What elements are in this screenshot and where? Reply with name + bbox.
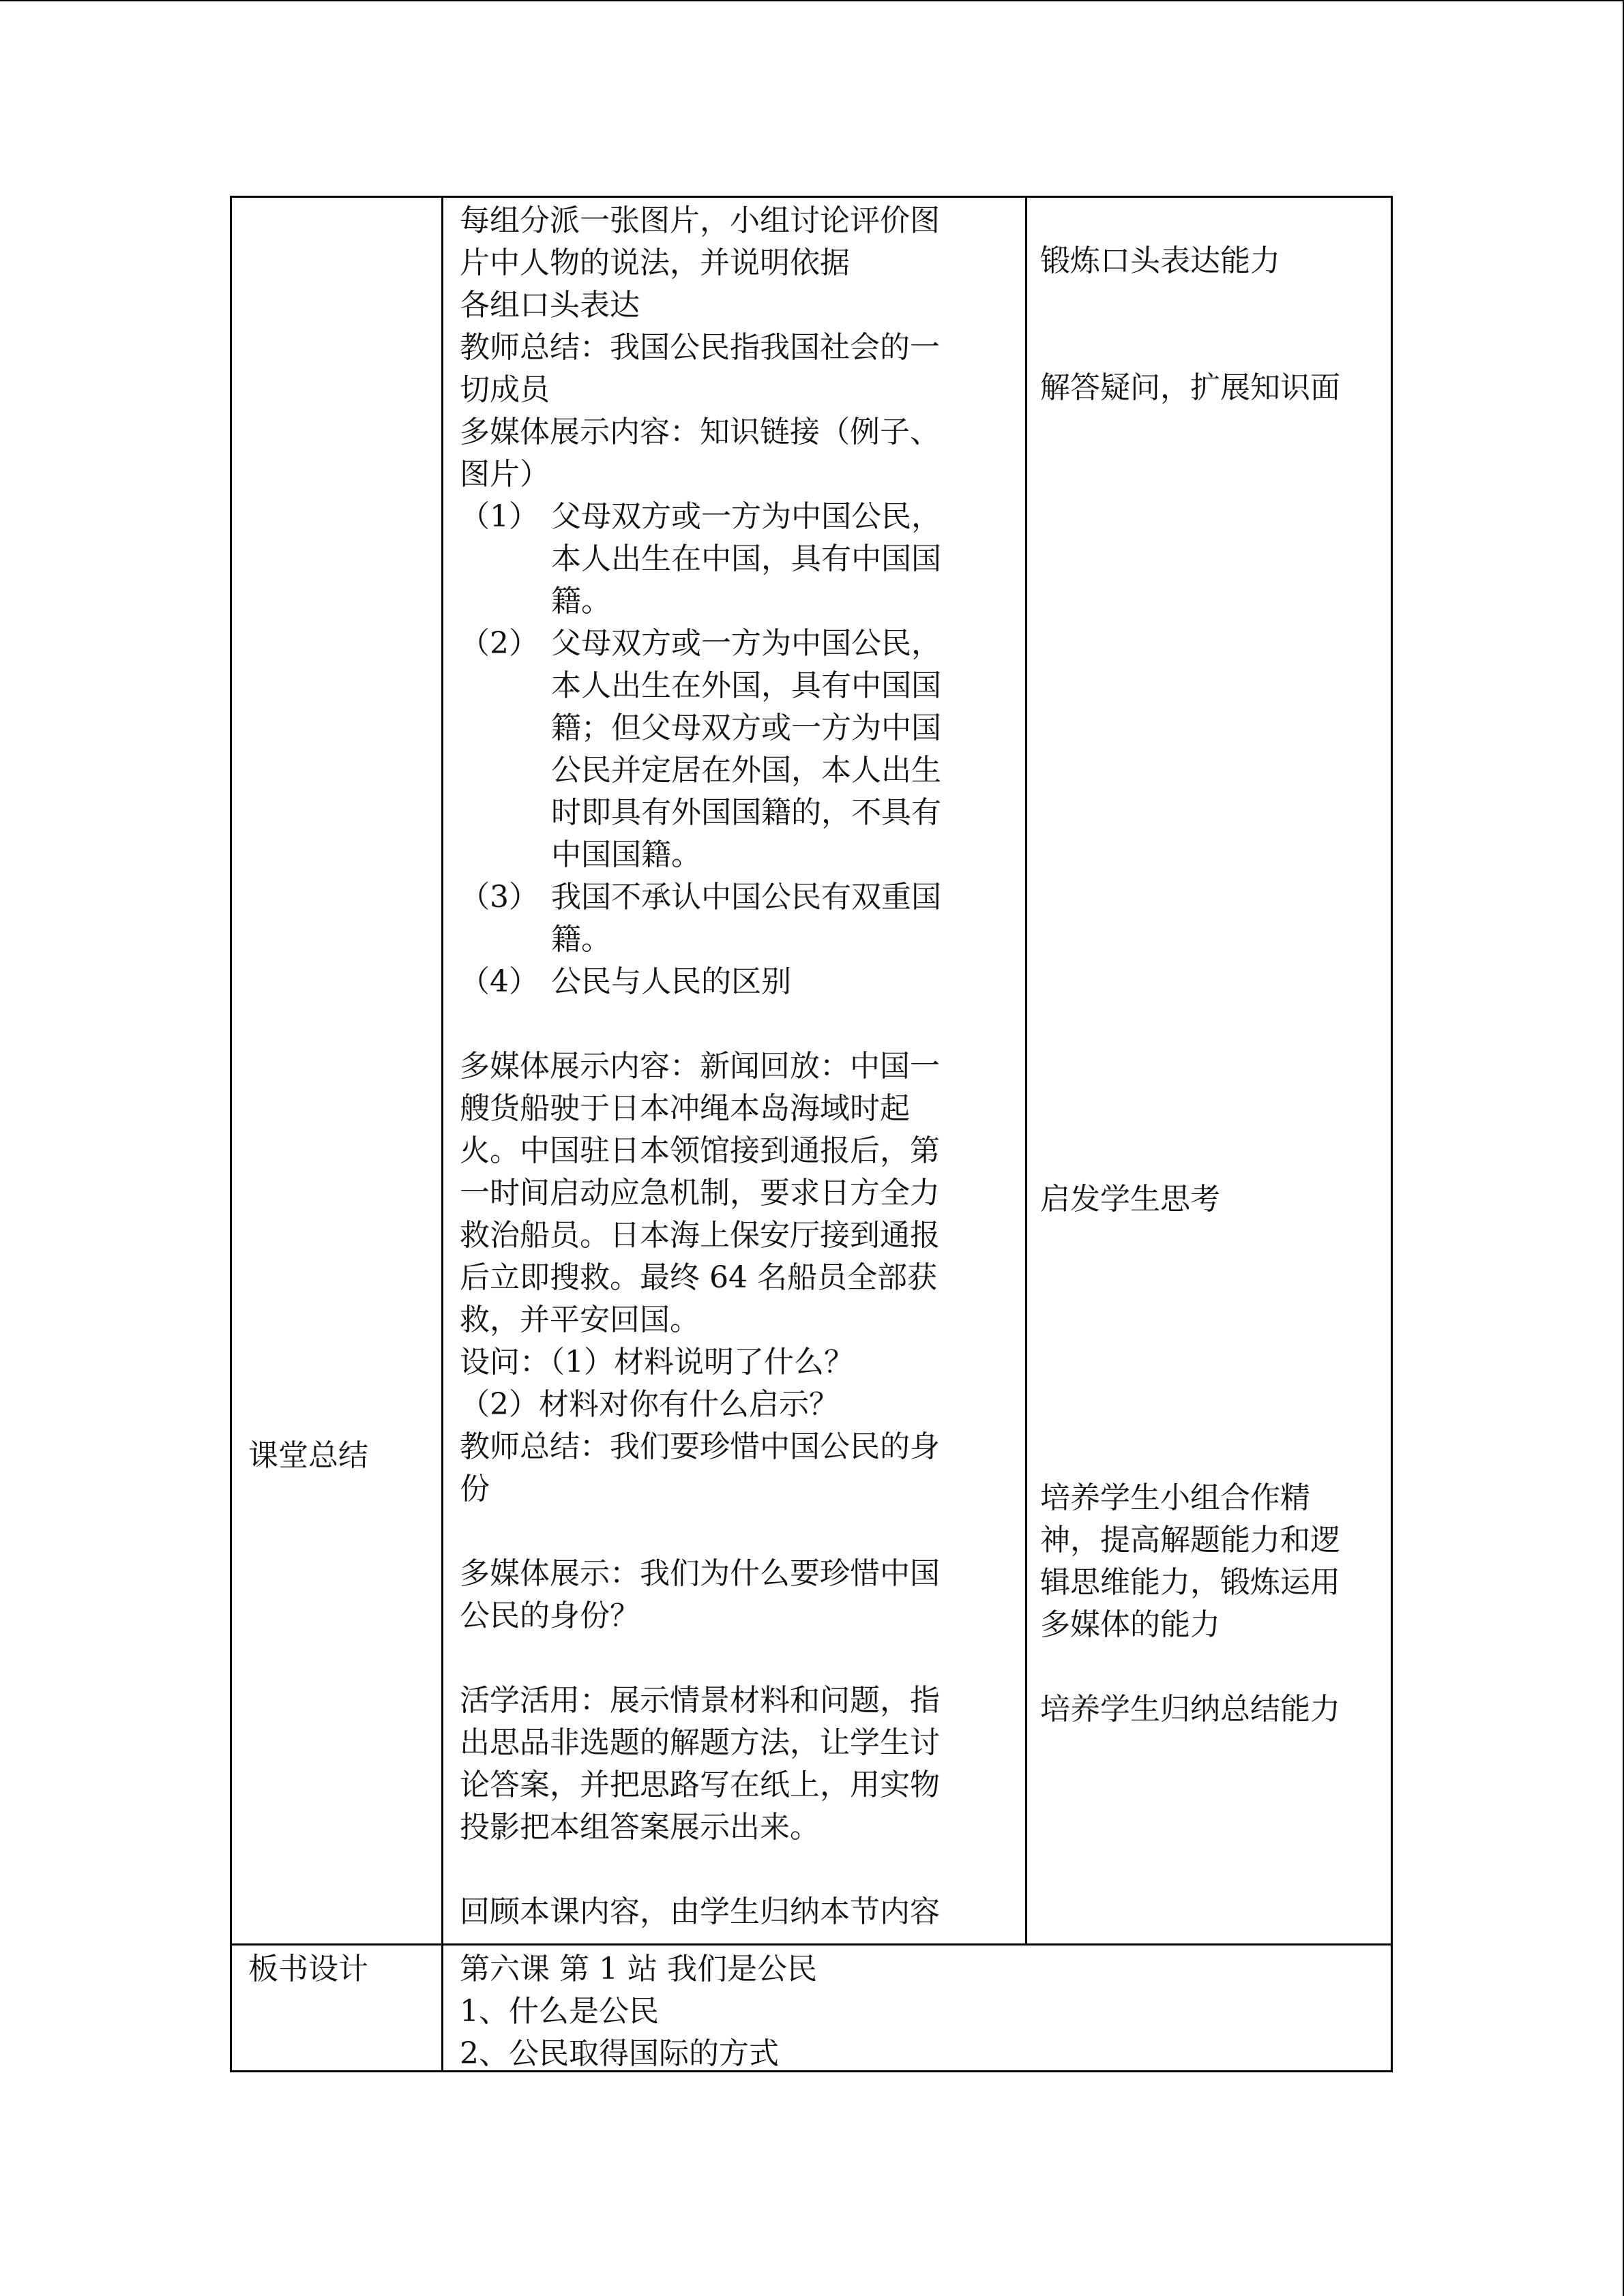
page-top-border xyxy=(0,0,1624,1)
numbered-item xyxy=(460,623,941,876)
media-line: 公民的身份？ xyxy=(460,1598,640,1633)
goal-item: 培养学生归纳总结能力 xyxy=(1040,1692,1340,1727)
numbered-item-number: （1） xyxy=(460,499,539,534)
news-line: 一时间启动应急机制，要求日方全力 xyxy=(460,1176,940,1210)
column-divider-2 xyxy=(1025,198,1027,1943)
review-line: 回顾本课内容，由学生归纳本节内容 xyxy=(460,1894,940,1929)
practice-line: 投影把本组答案展示出来。 xyxy=(460,1810,820,1845)
spacer xyxy=(460,1003,941,1045)
numbered-item-text: 我国不承认中国公民有双重国 籍。 xyxy=(551,880,941,957)
practice-line: 出思品非选题的解题方法，让学生讨 xyxy=(460,1725,940,1760)
board-line: 1、什么是公民 xyxy=(460,1994,659,2029)
news-line: 救治船员。日本海上保安厅接到通报 xyxy=(460,1218,940,1253)
intro-line: 教师总结：我国公民指我国社会的一 xyxy=(460,330,940,365)
numbered-item-text: 父母双方或一方为中国公民， 本人出生在外国，具有中国国 籍；但父母双方或一方为中国 公民并定居在外国，本人出生 时即具有外国国籍的，不具有 中国国籍。 xyxy=(551,626,941,872)
numbered-item xyxy=(460,876,941,961)
spacer xyxy=(460,1849,941,1891)
numbered-item-number: （4） xyxy=(460,964,539,999)
intro-line: 多媒体展示内容：知识链接（例子、 xyxy=(460,415,940,449)
teacher-summary-line: 教师总结：我们要珍惜中国公民的身 xyxy=(460,1429,940,1464)
question-line: （2）材料对你有什么启示？ xyxy=(460,1387,839,1422)
numbered-item xyxy=(460,961,941,1003)
teacher-summary-line: 份 xyxy=(460,1472,490,1506)
board-line: 第六课 第 1 站 我们是公民 xyxy=(460,1952,817,1986)
summary-row-label: 课堂总结 xyxy=(248,1438,368,1473)
news-line: 救，并平安回国。 xyxy=(460,1302,700,1337)
news-line: 多媒体展示内容：新闻回放：中国一 xyxy=(460,1049,940,1084)
goal-item: 启发学生思考 xyxy=(1040,1182,1220,1217)
intro-line: 片中人物的说法，并说明依据 xyxy=(460,245,850,280)
lesson-plan-table xyxy=(230,196,1393,2072)
goal-item: 解答疑问，扩展知识面 xyxy=(1040,370,1340,405)
column-divider-1 xyxy=(441,198,443,2072)
numbered-item-text: 父母双方或一方为中国公民， 本人出生在中国，具有中国国 籍。 xyxy=(551,499,941,618)
news-line: 艘货船驶于日本冲绳本岛海域时起 xyxy=(460,1091,910,1126)
intro-line: 每组分派一张图片，小组讨论评价图 xyxy=(460,203,940,238)
practice-line: 论答案，并把思路写在纸上，用实物 xyxy=(460,1768,940,1802)
spacer xyxy=(460,1637,941,1680)
board-row-label: 板书设计 xyxy=(248,1952,368,1986)
spacer xyxy=(460,1510,941,1553)
numbered-item-number: （2） xyxy=(460,626,539,661)
practice-line: 活学活用：展示情景材料和问题，指 xyxy=(460,1683,940,1718)
summary-middle-content xyxy=(460,200,941,1933)
news-line: 后立即搜救。最终 64 名船员全部获 xyxy=(460,1260,937,1295)
numbered-item-text: 公民与人民的区别 xyxy=(551,964,791,999)
question-line: 设问：（1）材料说明了什么？ xyxy=(460,1345,854,1380)
board-design-content xyxy=(460,1948,817,2075)
board-line: 2、公民取得国际的方式 xyxy=(460,2036,779,2071)
media-line: 多媒体展示：我们为什么要珍惜中国 xyxy=(460,1556,940,1591)
intro-line: 切成员 xyxy=(460,372,550,407)
row-divider xyxy=(232,1943,1391,1945)
numbered-item xyxy=(460,496,941,623)
goal-item-multiline: 培养学生小组合作精 神，提高解题能力和逻 辑思维能力，锻炼运用 多媒体的能力 xyxy=(1040,1480,1340,1642)
intro-line: 各组口头表达 xyxy=(460,288,640,323)
numbered-item-number: （3） xyxy=(460,880,539,914)
news-line: 火。中国驻日本领馆接到通报后，第 xyxy=(460,1133,940,1168)
goal-item: 锻炼口头表达能力 xyxy=(1040,243,1280,278)
intro-line: 图片） xyxy=(460,457,550,492)
